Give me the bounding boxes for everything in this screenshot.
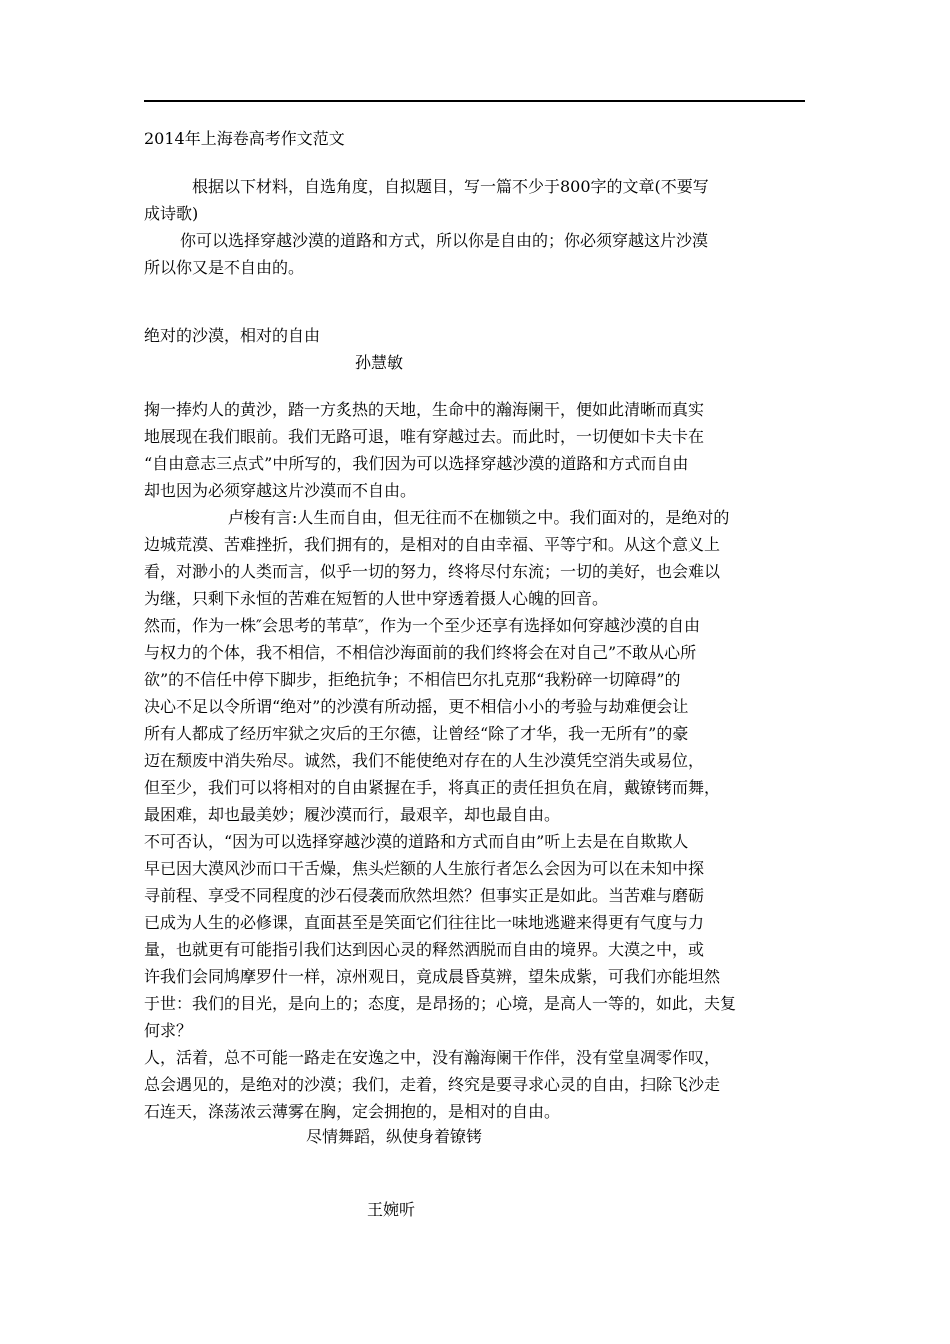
essay2-title: 尽情舞蹈，纵使身着镣铐 xyxy=(306,1127,483,1146)
essay-line: 总会遇见的，是绝对的沙漠；我们，走着，终究是要寻求心灵的自由，扫除飞沙走 xyxy=(144,1075,721,1094)
essay-line: 所有人都成了经历牢狱之灾后的王尔德，让曾经“除了才华，我一无所有”的豪 xyxy=(144,724,689,743)
essay-line: 卢梭有言:人生而自由，但无往而不在枷锁之中。我们面对的，是绝对的 xyxy=(228,508,730,527)
prompt-instruction xyxy=(144,173,808,227)
document-title: 2014年上海卷高考作文范文 xyxy=(144,129,345,148)
essay-line: 却也因为必须穿越这片沙漠而不自由。 xyxy=(144,481,417,500)
essay-line: 于世：我们的目光，是向上的；态度，是昂扬的；心境，是高人一等的，如此，夫复 xyxy=(144,994,737,1013)
essay-line: 寻前程、享受不同程度的沙石侵袭而欣然坦然？但事实正是如此。当苦难与磨砺 xyxy=(144,886,705,905)
essay1-author: 孙慧敏 xyxy=(355,353,404,372)
essay-line: 掬一捧灼人的黄沙，踏一方炙热的天地，生命中的瀚海阑干，便如此清晰而真实 xyxy=(144,400,705,419)
essay-line: 为继，只剩下永恒的苦难在短暂的人世中穿透着摄人心魄的回音。 xyxy=(144,589,609,608)
header-rule xyxy=(144,100,805,102)
essay1-paragraph-2 xyxy=(144,504,808,612)
essay-line: 已成为人生的必修课，直面甚至是笑面它们往往比一味地逃避来得更有气度与力 xyxy=(144,913,705,932)
essay-line: 早已因大漠风沙而口干舌燥，焦头烂额的人生旅行者怎么会因为可以在未知中探 xyxy=(144,859,705,878)
prompt-material xyxy=(144,227,808,281)
essay1-title: 绝对的沙漠，相对的自由 xyxy=(144,326,321,345)
essay1-paragraph-4 xyxy=(144,828,808,1044)
essay-line: 不可否认，“因为可以选择穿越沙漠的道路和方式而自由”听上去是在自欺欺人 xyxy=(144,832,689,851)
essay-line: 看，对渺小的人类而言，似乎一切的努力，终将尽付东流；一切的美好，也会难以 xyxy=(144,562,721,581)
essay-line: 边城荒漠、苦难挫折，我们拥有的，是相对的自由幸福、平等宁和。从这个意义上 xyxy=(144,535,721,554)
essay-line: 石连天，涤荡浓云薄雾在胸，定会拥抱的，是相对的自由。 xyxy=(144,1102,561,1121)
prompt-material-line: 所以你又是不自由的。 xyxy=(144,258,305,277)
prompt-instruction-line: 成诗歌) xyxy=(144,204,199,223)
essay-line: 决心不足以令所谓“绝对”的沙漠有所动摇，更不相信小小的考验与劫难便会让 xyxy=(144,697,689,716)
essay-line: 欲”的不信任中停下脚步，拒绝抗争；不相信巴尔扎克那“我粉碎一切障碍”的 xyxy=(144,670,681,689)
essay-line: 何求？ xyxy=(144,1021,193,1040)
essay1-paragraph-3 xyxy=(144,612,808,828)
essay-line: 但至少，我们可以将相对的自由紧握在手，将真正的责任担负在肩，戴镣铐而舞， xyxy=(144,778,721,797)
essay-line: 最困难，却也最美妙；履沙漠而行，最艰辛，却也最自由。 xyxy=(144,805,561,824)
essay1-paragraph-1 xyxy=(144,396,808,504)
essay-line: 许我们会同鸠摩罗什一样，凉州观日，竟成晨昏莫辨，望朱成紫，可我们亦能坦然 xyxy=(144,967,721,986)
essay1-paragraph-5 xyxy=(144,1044,808,1125)
essay-line: 人，活着，总不可能一路走在安逸之中，没有瀚海阑干作伴，没有堂皇凋零作叹， xyxy=(144,1048,721,1067)
prompt-material-line: 你可以选择穿越沙漠的道路和方式，所以你是自由的；你必须穿越这片沙漠 xyxy=(180,231,709,250)
essay-line: 量，也就更有可能指引我们达到因心灵的释然洒脱而自由的境界。大漠之中，或 xyxy=(144,940,705,959)
essay-line: “自由意志三点式”中所写的，我们因为可以选择穿越沙漠的道路和方式而自由 xyxy=(144,454,689,473)
essay-line: 地展现在我们眼前。我们无路可退，唯有穿越过去。而此时，一切便如卡夫卡在 xyxy=(144,427,705,446)
essay-line: 与权力的个体，我不相信，不相信沙海面前的我们终将会在对自己”不敢从心所 xyxy=(144,643,697,662)
essay-line: 然而，作为一株″会思考的苇草″，作为一个至少还享有选择如何穿越沙漠的自由 xyxy=(144,616,700,635)
prompt-instruction-line: 根据以下材料，自选角度，自拟题目，写一篇不少于800字的文章(不要写 xyxy=(192,177,709,196)
essay-line: 迈在颓废中消失殆尽。诚然，我们不能使绝对存在的人生沙漠凭空消失或易位， xyxy=(144,751,705,770)
essay2-author: 王婉听 xyxy=(367,1200,416,1219)
